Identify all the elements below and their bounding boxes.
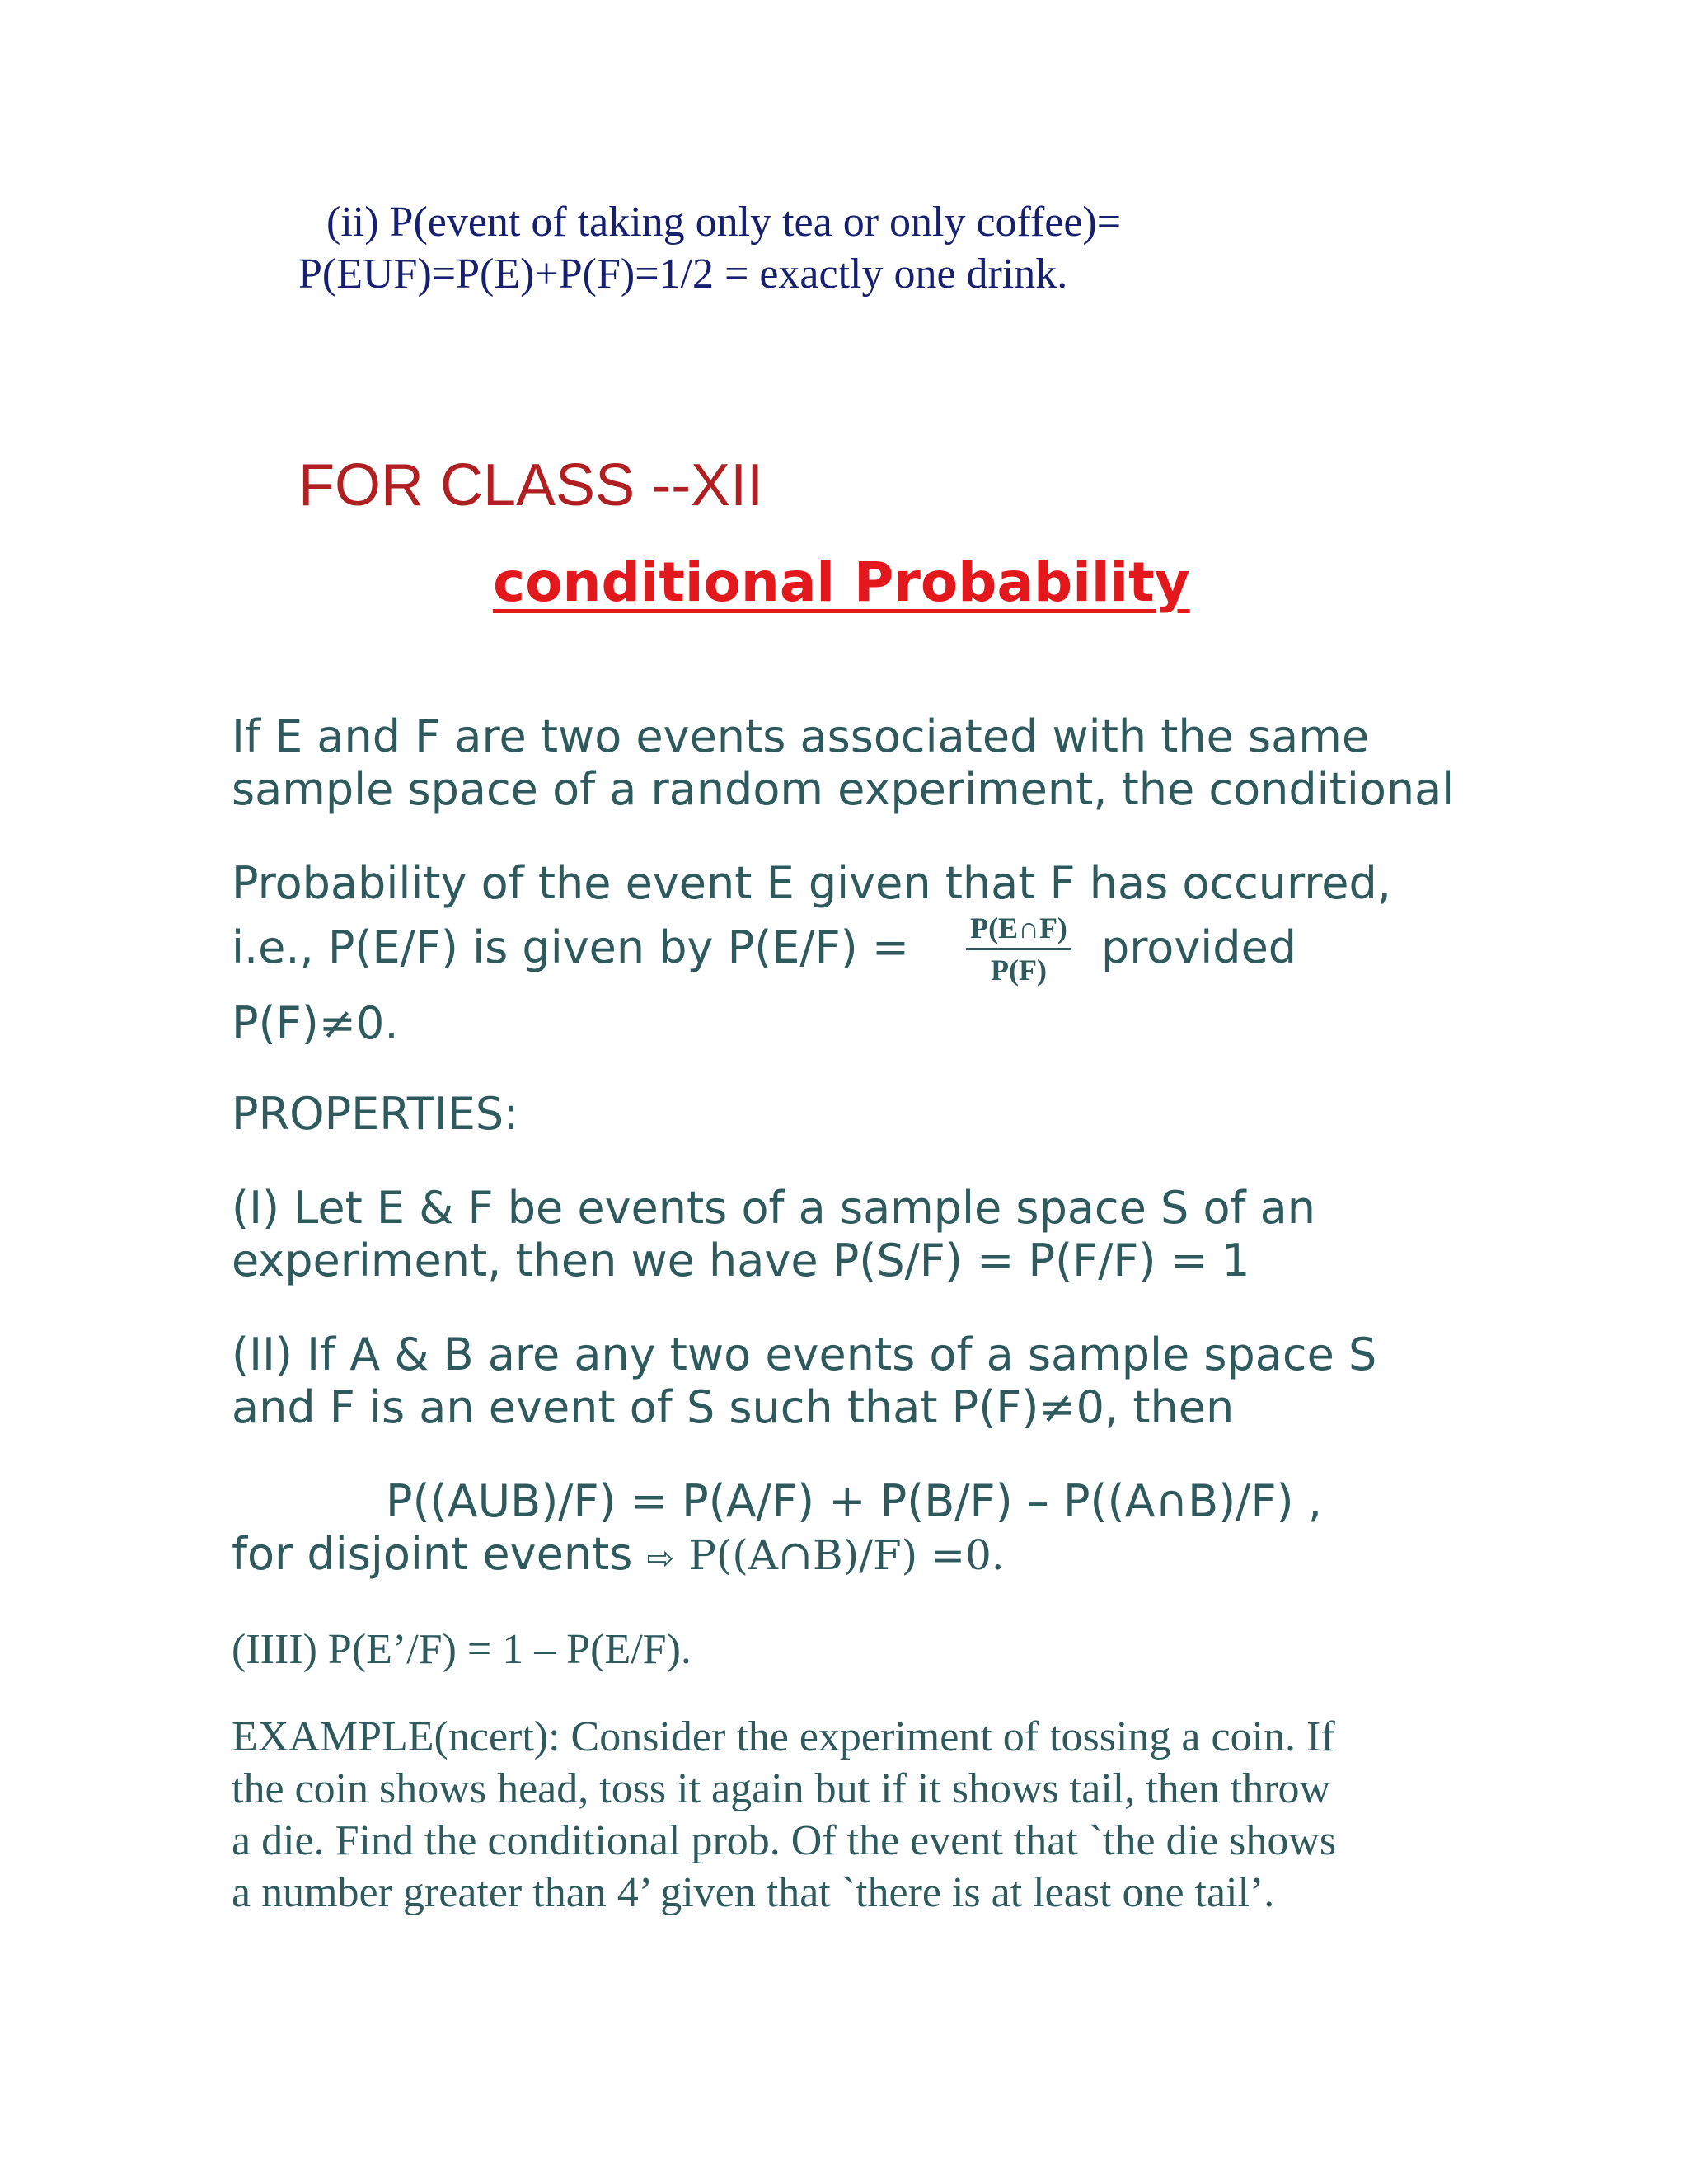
definition-line-1: If E and F are two events associated with the same bbox=[232, 710, 1370, 762]
example-line-3: a die. Find the conditional prob. Of the event that `the die shows bbox=[232, 1817, 1337, 1864]
topic-heading: conditional Probability bbox=[493, 551, 1190, 614]
top-line-1: (ii) P(event of taking only tea or only coffee)= bbox=[326, 199, 1122, 246]
property-2-line-1: (II) If A & B are any two events of a sample space S bbox=[232, 1329, 1377, 1380]
property-2-formula: P((AUB)/F) = P(A/F) + P(B/F) – P((A∩B)/F) , bbox=[386, 1475, 1322, 1527]
property-1-line-2: experiment, then we have P(S/F) = P(F/F) = 1 bbox=[232, 1235, 1250, 1286]
fraction-bar bbox=[966, 948, 1071, 950]
disjoint-tail: P((A∩B)/F) =0. bbox=[688, 1531, 1005, 1579]
property-1-line-1: (I) Let E & F be events of a sample space S of an bbox=[232, 1182, 1315, 1234]
property-2-disjoint-line bbox=[232, 1528, 1005, 1580]
definition-line-2: sample space of a random experiment, the conditional bbox=[232, 763, 1455, 815]
properties-heading: PROPERTIES: bbox=[232, 1088, 519, 1140]
definition-line-5: P(F)≠0. bbox=[232, 997, 399, 1049]
fraction-numerator: P(E∩F) bbox=[970, 912, 1067, 944]
example-line-4: a number greater than 4’ given that `there is at least one tail’. bbox=[232, 1869, 1275, 1916]
top-line-2: P(EUF)=P(E)+P(F)=1/2 = exactly one drink. bbox=[298, 251, 1068, 298]
right-arrow-icon: ⇨ bbox=[646, 1540, 675, 1577]
definition-line-3: Probability of the event E given that F has occurred, bbox=[232, 857, 1391, 909]
conditional-fraction bbox=[961, 912, 1076, 987]
provided-text: provided bbox=[1101, 921, 1297, 973]
example-line-1: EXAMPLE(ncert): Consider the experiment of tossing a coin. If bbox=[232, 1713, 1335, 1760]
class-heading: FOR CLASS --XII bbox=[298, 452, 764, 518]
property-3: (IIII) P(E’/F) = 1 – P(E/F). bbox=[232, 1626, 692, 1673]
property-2-line-2: and F is an event of S such that P(F)≠0, then bbox=[232, 1381, 1235, 1433]
example-line-2: the coin shows head, toss it again but if it shows tail, then throw bbox=[232, 1765, 1331, 1812]
definition-line-4: i.e., P(E/F) is given by P(E/F) = bbox=[232, 921, 910, 973]
disjoint-prefix: for disjoint events bbox=[232, 1528, 633, 1580]
fraction-denominator: P(F) bbox=[991, 954, 1047, 987]
